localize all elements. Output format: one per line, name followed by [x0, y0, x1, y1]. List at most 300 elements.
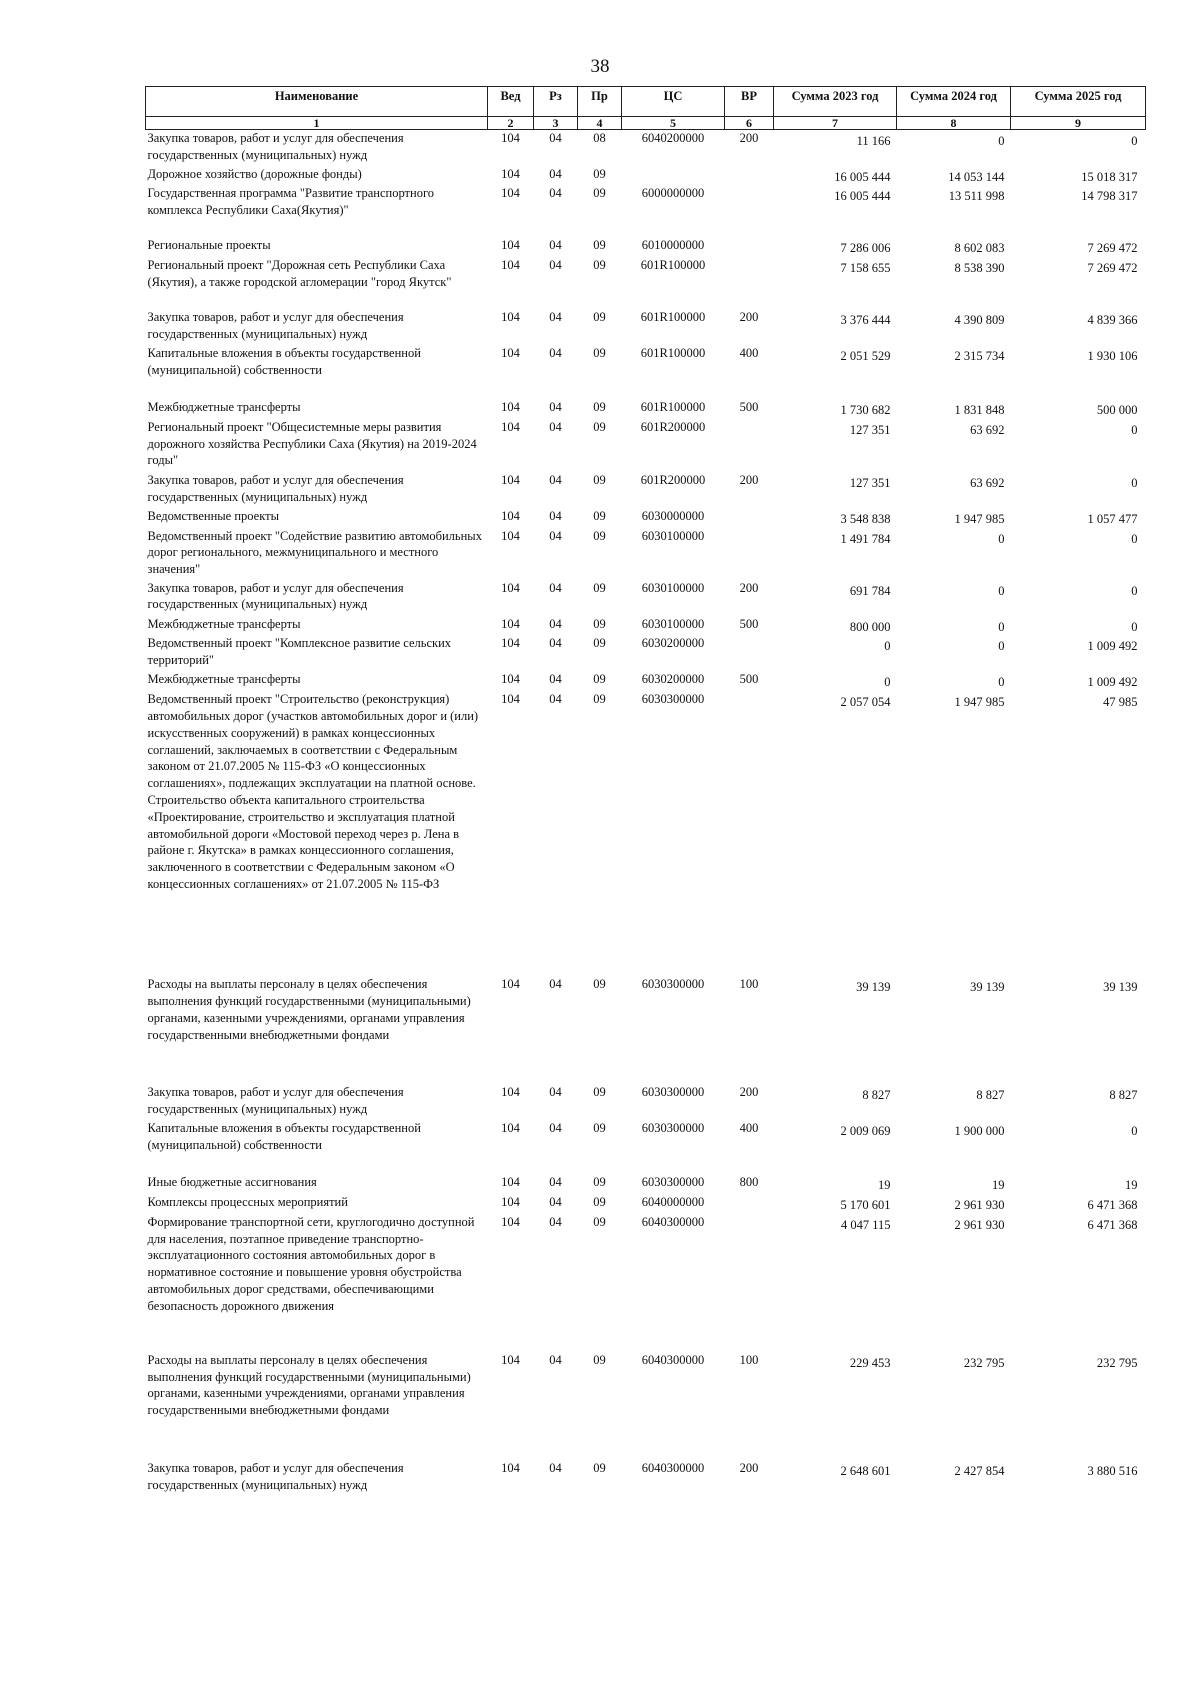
table-row	[146, 528, 1146, 580]
column-number: 1	[146, 117, 488, 130]
table-cell-vr	[725, 635, 774, 671]
table-cell-sum-2023	[774, 1174, 897, 1194]
table-cell-sum-2023-value: 8 827	[862, 1088, 891, 1103]
table-cell-vr: 100	[739, 1352, 759, 1367]
column-header-sum-2023: Сумма 2023 год	[774, 87, 897, 117]
table-cell-sum-2024-value: 8 538 390	[954, 261, 1005, 276]
table-cell-sum-2025	[1011, 616, 1146, 636]
table-cell-sum-2024-value: 1 947 985	[954, 695, 1005, 710]
table-cell-sum-2024	[897, 472, 1011, 508]
table-cell-sum-2025	[1011, 419, 1146, 472]
table-cell-sum-2023	[774, 1084, 897, 1120]
table-cell-cs	[622, 166, 725, 186]
table-cell-sum-2024-value: 2 427 854	[954, 1463, 1005, 1478]
table-cell-ved: 104	[501, 616, 520, 631]
table-cell-sum-2025	[1011, 1194, 1146, 1214]
table-cell-pr: 09	[593, 508, 606, 523]
table-cell-ved: 104	[501, 1195, 520, 1210]
table-cell-vr: 500	[739, 400, 759, 415]
table-cell-pr: 09	[593, 472, 606, 487]
table-cell-ved: 104	[501, 528, 520, 543]
table-cell-sum-2023-value: 2 051 529	[840, 349, 891, 364]
table-row	[146, 508, 1146, 528]
table-cell-pr: 09	[593, 528, 606, 543]
table-cell-sum-2023-value: 0	[884, 639, 891, 654]
table-cell-sum-2023	[774, 1214, 897, 1352]
table-cell-sum-2024	[897, 528, 1011, 580]
table-cell-cs: 6030000000	[641, 508, 705, 523]
table-cell-cs: 601R100000	[640, 258, 706, 273]
table-cell-name: Ведомственный проект "Содействие развитию автомобильных дорог регионального, межмуниципального и местного значения"	[147, 528, 482, 577]
table-row	[146, 671, 1146, 691]
table-cell-sum-2023	[774, 528, 897, 580]
column-header-cs: ЦС	[622, 87, 725, 117]
table-cell-vr: 500	[739, 616, 759, 631]
table-cell-name: Закупка товаров, работ и услуг для обеспечения государственных (муниципальных) нужд	[147, 1460, 404, 1492]
table-cell-sum-2024	[897, 166, 1011, 186]
table-row	[146, 1460, 1146, 1500]
table-cell-pr: 09	[593, 1460, 606, 1475]
table-cell-vr: 500	[739, 672, 759, 687]
table-cell-cs: 6030200000	[641, 636, 705, 651]
table-cell-sum-2024-value: 0	[998, 675, 1005, 690]
table-cell-sum-2025	[1011, 166, 1146, 186]
table-cell-pr: 09	[593, 1121, 606, 1136]
table-cell-cs: 6030300000	[641, 977, 705, 992]
table-cell-sum-2023	[774, 185, 897, 237]
table-cell-rz: 04	[549, 472, 562, 487]
table-row	[146, 580, 1146, 616]
table-cell-sum-2024-value: 2 961 930	[954, 1198, 1005, 1213]
table-cell-sum-2024	[897, 237, 1011, 257]
table-row	[146, 419, 1146, 472]
table-cell-sum-2025	[1011, 237, 1146, 257]
table-cell-sum-2024	[897, 130, 1011, 166]
table-cell-sum-2023	[774, 671, 897, 691]
table-cell-sum-2023-value: 0	[884, 675, 891, 690]
table-cell-sum-2025-value: 7 269 472	[1087, 261, 1138, 276]
table-cell-name: Межбюджетные трансферты	[147, 400, 301, 415]
table-cell-sum-2025-value: 8 827	[1109, 1088, 1138, 1103]
table-cell-cs: 601R100000	[640, 310, 706, 325]
column-number: 4	[578, 117, 622, 130]
table-cell-sum-2023	[774, 635, 897, 671]
table-row	[146, 976, 1146, 1084]
table-cell-sum-2023-value: 3 548 838	[840, 511, 891, 526]
table-cell-vr	[725, 1214, 774, 1352]
table-cell-rz: 04	[549, 419, 562, 434]
table-cell-rz: 04	[549, 636, 562, 651]
table-cell-pr: 09	[593, 346, 606, 361]
table-cell-sum-2023-value: 39 139	[856, 980, 891, 995]
table-cell-ved: 104	[501, 419, 520, 434]
table-cell-sum-2023	[774, 1460, 897, 1500]
table-cell-ved: 104	[501, 166, 520, 181]
table-cell-name: Ведомственные проекты	[147, 508, 280, 523]
table-cell-ved: 104	[501, 1460, 520, 1475]
table-cell-cs: 6040300000	[641, 1352, 705, 1367]
table-cell-sum-2025-value: 0	[1131, 531, 1138, 546]
table-cell-sum-2023-value: 2 009 069	[840, 1124, 891, 1139]
table-cell-pr: 09	[593, 258, 606, 273]
table-cell-sum-2023	[774, 472, 897, 508]
table-cell-rz: 04	[549, 400, 562, 415]
table-cell-sum-2024-value: 0	[998, 134, 1005, 148]
table-cell-sum-2024	[897, 616, 1011, 636]
header-row	[146, 87, 1146, 117]
table-cell-sum-2023	[774, 237, 897, 257]
column-number: 2	[488, 117, 534, 130]
table-cell-sum-2024-value: 63 692	[970, 422, 1005, 437]
table-cell-cs: 601R200000	[640, 472, 706, 487]
page-number: 38	[590, 56, 610, 77]
table-cell-sum-2023	[774, 1194, 897, 1214]
table-cell-rz: 04	[549, 616, 562, 631]
table-cell-sum-2024	[897, 309, 1011, 345]
table-cell-sum-2025	[1011, 580, 1146, 616]
table-cell-cs: 6030300000	[641, 692, 705, 707]
table-cell-sum-2024-value: 1 831 848	[954, 403, 1005, 418]
table-cell-vr: 200	[739, 472, 759, 487]
table-cell-vr: 200	[739, 131, 759, 145]
table-cell-sum-2025	[1011, 257, 1146, 309]
table-cell-sum-2024	[897, 1174, 1011, 1194]
table-cell-sum-2025	[1011, 185, 1146, 237]
table-cell-ved: 104	[501, 977, 520, 992]
table-cell-name: Иные бюджетные ассигнования	[147, 1175, 317, 1190]
table-cell-sum-2025	[1011, 1084, 1146, 1120]
table-cell-rz: 04	[549, 310, 562, 325]
table-row	[146, 237, 1146, 257]
table-cell-sum-2025	[1011, 472, 1146, 508]
table-cell-vr: 200	[739, 580, 759, 595]
column-number-row	[146, 117, 1146, 130]
table-cell-rz: 04	[549, 508, 562, 523]
table-cell-rz: 04	[549, 1195, 562, 1210]
table-cell-sum-2023	[774, 399, 897, 419]
column-header-sum-2024: Сумма 2024 год	[897, 87, 1011, 117]
table-cell-sum-2025-value: 6 471 368	[1087, 1198, 1138, 1213]
table-row	[146, 616, 1146, 636]
table-cell-sum-2024	[897, 257, 1011, 309]
table-cell-sum-2024-value: 1 900 000	[954, 1124, 1005, 1139]
table-cell-sum-2023	[774, 508, 897, 528]
table-cell-vr	[725, 528, 774, 580]
table-cell-name: Дорожное хозяйство (дорожные фонды)	[147, 166, 362, 181]
table-row	[146, 1120, 1146, 1174]
table-cell-sum-2025-value: 6 471 368	[1087, 1217, 1138, 1232]
table-cell-sum-2023-value: 19	[878, 1178, 891, 1193]
column-number: 8	[897, 117, 1011, 130]
table-cell-pr: 09	[593, 1195, 606, 1210]
table-cell-name: Государственная программа "Развитие транспортного комплекса Республики Саха(Якутия)"	[147, 186, 435, 218]
table-cell-ved: 104	[501, 1352, 520, 1367]
table-cell-sum-2023-value: 4 047 115	[840, 1217, 891, 1232]
table-cell-sum-2025	[1011, 635, 1146, 671]
table-cell-sum-2023	[774, 691, 897, 976]
table-cell-rz: 04	[549, 258, 562, 273]
table-cell-rz: 04	[549, 238, 562, 253]
table-cell-sum-2024-value: 0	[998, 639, 1005, 654]
table-cell-sum-2025	[1011, 1120, 1146, 1174]
table-cell-sum-2025-value: 0	[1131, 619, 1138, 634]
table-cell-sum-2024-value: 13 511 998	[948, 189, 1005, 204]
table-cell-name: Межбюджетные трансферты	[147, 672, 301, 687]
table-cell-sum-2025	[1011, 691, 1146, 976]
table-cell-ved: 104	[501, 346, 520, 361]
table-cell-sum-2025-value: 0	[1131, 1124, 1138, 1139]
table-cell-sum-2023	[774, 130, 897, 166]
table-cell-rz: 04	[549, 1460, 562, 1475]
table-cell-sum-2025-value: 19	[1125, 1178, 1138, 1193]
table-cell-name: Межбюджетные трансферты	[147, 616, 301, 631]
table-cell-ved: 104	[501, 186, 520, 201]
table-cell-pr: 08	[593, 131, 606, 145]
table-cell-sum-2025	[1011, 399, 1146, 419]
table-cell-sum-2024	[897, 635, 1011, 671]
table-cell-sum-2025-value: 0	[1131, 422, 1138, 437]
table-cell-sum-2025-value: 7 269 472	[1087, 241, 1138, 256]
table-cell-name: Закупка товаров, работ и услуг для обеспечения государственных (муниципальных) нужд	[147, 1085, 404, 1117]
table-cell-sum-2025-value: 1 057 477	[1087, 511, 1138, 526]
table-cell-sum-2025	[1011, 1214, 1146, 1352]
table-cell-ved: 104	[501, 1214, 520, 1229]
table-cell-rz: 04	[549, 346, 562, 361]
table-cell-sum-2023-value: 229 453	[849, 1355, 891, 1370]
table-cell-sum-2024	[897, 419, 1011, 472]
table-cell-name: Региональный проект "Общесистемные меры развития дорожного хозяйства Республики Саха (Якутия) на 2019-2024 годы"	[147, 419, 477, 468]
table-cell-cs: 6000000000	[641, 186, 705, 201]
table-cell-sum-2024	[897, 399, 1011, 419]
table-cell-rz: 04	[549, 186, 562, 201]
table-row	[146, 1352, 1146, 1460]
table-row	[146, 1174, 1146, 1194]
table-cell-sum-2024	[897, 508, 1011, 528]
table-cell-sum-2023	[774, 580, 897, 616]
table-cell-ved: 104	[501, 636, 520, 651]
table-cell-sum-2024	[897, 1214, 1011, 1352]
table-cell-rz: 04	[549, 528, 562, 543]
table-cell-name: Ведомственный проект "Комплексное развитие сельских территорий"	[147, 636, 452, 668]
table-row	[146, 691, 1146, 976]
table-cell-sum-2024-value: 8 827	[976, 1088, 1005, 1103]
table-cell-name: Закупка товаров, работ и услуг для обеспечения государственных (муниципальных) нужд	[147, 131, 404, 162]
table-cell-sum-2024-value: 2 961 930	[954, 1217, 1005, 1232]
table-cell-sum-2025-value: 14 798 317	[1081, 189, 1138, 204]
table-cell-sum-2023	[774, 257, 897, 309]
table-cell-cs: 6040300000	[641, 1214, 705, 1229]
table-row	[146, 635, 1146, 671]
table-cell-sum-2023-value: 7 158 655	[840, 261, 891, 276]
table-cell-sum-2023-value: 1 730 682	[840, 403, 891, 418]
table-cell-rz: 04	[549, 977, 562, 992]
table-cell-sum-2024-value: 1 947 985	[954, 511, 1005, 526]
column-number: 6	[725, 117, 774, 130]
table-cell-ved: 104	[501, 508, 520, 523]
table-cell-ved: 104	[501, 258, 520, 273]
table-cell-sum-2023-value: 127 351	[849, 422, 891, 437]
table-cell-sum-2023-value: 1 491 784	[840, 531, 891, 546]
table-cell-sum-2023-value: 127 351	[849, 475, 891, 490]
column-number: 3	[534, 117, 578, 130]
table-cell-sum-2023-value: 2 057 054	[840, 695, 891, 710]
table-cell-ved: 104	[501, 1085, 520, 1100]
table-cell-sum-2024	[897, 580, 1011, 616]
table-cell-ved: 104	[501, 400, 520, 415]
table-cell-sum-2025	[1011, 1460, 1146, 1500]
table-cell-sum-2024	[897, 1460, 1011, 1500]
table-cell-sum-2025-value: 15 018 317	[1081, 169, 1138, 184]
table-cell-sum-2025-value: 0	[1131, 475, 1138, 490]
table-cell-sum-2024-value: 2 315 734	[954, 349, 1005, 364]
table-cell-vr: 400	[739, 346, 759, 361]
table-cell-sum-2025-value: 1 009 492	[1087, 675, 1138, 690]
table-cell-cs: 6040200000	[641, 131, 705, 145]
table-cell-sum-2025-value: 0	[1131, 134, 1138, 148]
table-cell-sum-2025-value: 39 139	[1103, 980, 1138, 995]
table-cell-name: Расходы на выплаты персоналу в целях обеспечения выполнения функций государственными (муниципальными) органами, казенными учреждениями, органами управления государственными внебюджетными фондами	[147, 977, 471, 1042]
table-cell-rz: 04	[549, 1175, 562, 1190]
table-cell-pr: 09	[593, 1175, 606, 1190]
table-cell-sum-2025	[1011, 1174, 1146, 1194]
table-cell-sum-2024-value: 19	[992, 1178, 1005, 1193]
table-cell-vr	[725, 185, 774, 237]
table-cell-sum-2024	[897, 671, 1011, 691]
table-cell-cs: 6030100000	[641, 580, 705, 595]
table-cell-sum-2024-value: 63 692	[970, 475, 1005, 490]
table-cell-sum-2025-value: 3 880 516	[1087, 1463, 1138, 1478]
table-cell-pr: 09	[593, 419, 606, 434]
table-cell-rz: 04	[549, 1352, 562, 1367]
table-cell-rz: 04	[549, 131, 562, 145]
table-cell-sum-2024-value: 39 139	[970, 980, 1005, 995]
table-cell-ved: 104	[501, 472, 520, 487]
table-cell-sum-2025-value: 0	[1131, 583, 1138, 598]
table-row	[146, 1084, 1146, 1120]
table-cell-sum-2025	[1011, 976, 1146, 1084]
table-cell-vr	[725, 237, 774, 257]
table-cell-cs: 6030100000	[641, 616, 705, 631]
column-header-vr: ВР	[725, 87, 774, 117]
table-cell-name: Закупка товаров, работ и услуг для обеспечения государственных (муниципальных) нужд	[147, 310, 404, 341]
table-cell-name: Региональный проект "Дорожная сеть Республики Саха (Якутия), а также городской агломерации "город Якутск"	[147, 258, 452, 289]
table-cell-pr: 09	[593, 400, 606, 415]
table-cell-cs: 6040000000	[641, 1195, 705, 1210]
table-cell-sum-2024	[897, 1084, 1011, 1120]
table-cell-sum-2024-value: 14 053 144	[948, 169, 1005, 184]
table-cell-ved: 104	[501, 692, 520, 707]
table-cell-sum-2023	[774, 309, 897, 345]
table-cell-rz: 04	[549, 1085, 562, 1100]
table-cell-cs: 6030300000	[641, 1175, 705, 1190]
table-cell-pr: 09	[593, 977, 606, 992]
table-cell-sum-2025-value: 4 839 366	[1087, 313, 1138, 328]
table-cell-sum-2024-value: 0	[998, 531, 1005, 546]
column-header-rz: Рз	[534, 87, 578, 117]
table-cell-name: Региональные проекты	[147, 238, 271, 253]
table-cell-sum-2025-value: 47 985	[1103, 695, 1138, 710]
table-cell-name: Ведомственный проект "Строительство (реконструкция) автомобильных дорог (участков автомобильных дорог и (или) искусственных сооружений) в рамках концессионных соглашений, заключаемых в соответствии с Федеральным законом от 21.07.2005 № 115-ФЗ «О концессионных соглашениях», подлежащих эксплуатации на платной основе. Строительство объекта капитального строительства «Проектирование, строительство и эксплуатация платной автомобильной дороги «Мостовой переход через р. Лена в районе г. Якутска» в рамках концессионного соглашения, заключенного в соответствии с Федеральным законом «О концессионных соглашениях» от 21.07.2005 № 115-ФЗ	[147, 692, 479, 892]
table-cell-sum-2024	[897, 185, 1011, 237]
table-cell-ved: 104	[501, 1121, 520, 1136]
table-cell-sum-2024	[897, 691, 1011, 976]
table-cell-name: Закупка товаров, работ и услуг для обеспечения государственных (муниципальных) нужд	[147, 580, 404, 612]
table-cell-sum-2025	[1011, 130, 1146, 166]
table-row	[146, 399, 1146, 419]
table-cell-sum-2025-value: 500 000	[1096, 403, 1138, 418]
table-row	[146, 166, 1146, 186]
table-cell-cs: 6030300000	[641, 1085, 705, 1100]
table-cell-vr: 400	[739, 1121, 759, 1136]
column-number: 7	[774, 117, 897, 130]
table-cell-sum-2024	[897, 1194, 1011, 1214]
table-cell-rz: 04	[549, 1121, 562, 1136]
table-row	[146, 309, 1146, 345]
table-cell-cs: 6030200000	[641, 672, 705, 687]
table-row	[146, 257, 1146, 309]
table-cell-cs: 6010000000	[641, 238, 705, 253]
table-row	[146, 345, 1146, 399]
table-cell-sum-2025	[1011, 671, 1146, 691]
table-cell-vr	[725, 257, 774, 309]
table-cell-sum-2023	[774, 976, 897, 1084]
table-cell-vr: 100	[739, 977, 759, 992]
table-cell-pr: 09	[593, 616, 606, 631]
table-cell-cs: 601R100000	[640, 400, 706, 415]
table-cell-sum-2024	[897, 976, 1011, 1084]
table-cell-vr: 200	[739, 310, 759, 325]
table-row	[146, 130, 1146, 166]
table-row	[146, 472, 1146, 508]
table-cell-pr: 09	[593, 166, 606, 181]
table-cell-name: Капитальные вложения в объекты государственной (муниципальной) собственности	[147, 1121, 421, 1153]
table-cell-pr: 09	[593, 1214, 606, 1229]
table-cell-vr: 800	[739, 1175, 759, 1190]
column-header-sum-2025: Сумма 2025 год	[1011, 87, 1146, 117]
table-cell-sum-2023-value: 11 166	[856, 134, 891, 148]
table-cell-sum-2023	[774, 166, 897, 186]
table-cell-ved: 104	[501, 131, 520, 145]
table-cell-vr	[725, 1194, 774, 1214]
table-cell-sum-2023-value: 5 170 601	[840, 1198, 891, 1213]
table-cell-sum-2023	[774, 1352, 897, 1460]
table-cell-sum-2023-value: 7 286 006	[840, 241, 891, 256]
table-cell-vr	[725, 508, 774, 528]
table-cell-rz: 04	[549, 692, 562, 707]
column-number: 5	[622, 117, 725, 130]
table-cell-rz: 04	[549, 166, 562, 181]
table-cell-sum-2023	[774, 1120, 897, 1174]
table-cell-pr: 09	[593, 1085, 606, 1100]
table-cell-sum-2023-value: 16 005 444	[834, 189, 891, 204]
table-cell-sum-2024-value: 0	[998, 583, 1005, 598]
table-cell-sum-2024	[897, 1120, 1011, 1174]
table-cell-pr: 09	[593, 1352, 606, 1367]
table-cell-sum-2023-value: 2 648 601	[840, 1463, 891, 1478]
table-cell-sum-2025	[1011, 345, 1146, 399]
table-cell-sum-2023-value: 16 005 444	[834, 169, 891, 184]
table-cell-cs: 601R200000	[640, 419, 706, 434]
table-row	[146, 1214, 1146, 1352]
table-cell-ved: 104	[501, 310, 520, 325]
table-cell-sum-2024-value: 232 795	[963, 1355, 1005, 1370]
table-cell-sum-2024	[897, 345, 1011, 399]
table-row	[146, 185, 1146, 237]
table-cell-sum-2024-value: 4 390 809	[954, 313, 1005, 328]
table-cell-vr: 200	[739, 1085, 759, 1100]
table-cell-sum-2025	[1011, 528, 1146, 580]
table-cell-sum-2025	[1011, 508, 1146, 528]
